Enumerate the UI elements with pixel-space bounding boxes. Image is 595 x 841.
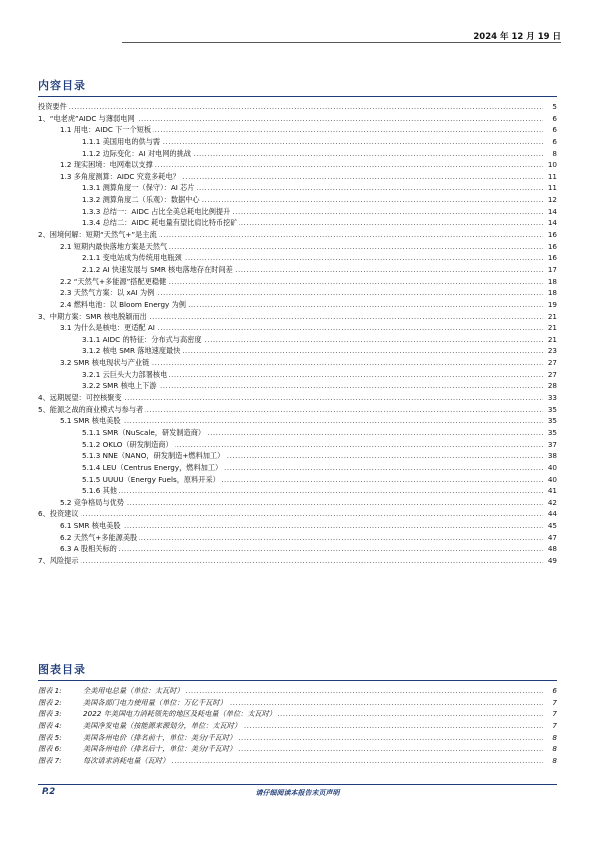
toc-entry-page: 5: [552, 102, 557, 111]
toc-entry-page: 28: [547, 381, 557, 391]
toc-entry[interactable]: [38, 299, 557, 311]
toc-entry-title: 3.1 为什么是核电：更适配 AI: [60, 323, 155, 333]
toc-entry[interactable]: [38, 206, 557, 218]
figure-entry-label: 图表 6:: [38, 744, 62, 754]
toc-entry-page: 6: [552, 136, 557, 146]
toc-entry-title: 5.1.2 OKLO（研发制造商）: [82, 439, 173, 449]
toc-entry-page: 41: [547, 486, 557, 496]
toc-entry[interactable]: [38, 427, 557, 439]
figure-entry[interactable]: [38, 697, 557, 709]
toc-entry-title: 1.3.2 测算角度二（乐观）：数据中心: [82, 195, 200, 205]
toc-entry-title: 1.3.3 总结一：AIDC 占比全美总耗电比例提升: [82, 206, 231, 216]
figure-entry-text: 美国各州电价（排名后十，单位：美分/千瓦时）: [83, 744, 237, 754]
toc-entry-title: 1.3 多角度测算：AIDC 究竟多耗电？: [60, 171, 180, 181]
figure-entry-label: 图表 5:: [38, 732, 62, 742]
toc-entry[interactable]: [38, 182, 557, 194]
toc-entry-title: 3.2.2 SMR 核电上下游: [82, 381, 157, 391]
toc-entry-page: 45: [547, 521, 557, 531]
toc-entry[interactable]: [38, 159, 557, 171]
toc-entry-title: 1、“电老虎”AIDC 与薄弱电网: [38, 113, 135, 123]
toc-entry-page: 11: [547, 183, 557, 193]
toc-entry[interactable]: [38, 148, 557, 160]
toc-entry-title: 5.1 SMR 核电美股: [60, 416, 121, 426]
toc-entry-title: 5.1.3 NNE（NANO，研发制造+燃料加工）: [82, 451, 225, 461]
toc-entry[interactable]: [38, 287, 557, 299]
toc-entry-page: 27: [547, 358, 557, 368]
figure-entry-page: 7: [552, 720, 557, 730]
toc-entry[interactable]: [38, 532, 557, 544]
toc-entry-page: 18: [547, 276, 557, 286]
toc-entry-page: 40: [547, 474, 557, 484]
toc-entry-page: 6: [552, 113, 557, 123]
toc-entry-title: 3.2 SMR 核电现状与产业链: [60, 358, 150, 368]
toc-entry[interactable]: [38, 392, 557, 404]
toc-entry-title: 5.1.5 UUUU（Energy Fuels，原料开采）: [82, 474, 220, 484]
figure-entry[interactable]: [38, 755, 557, 767]
toc-entry[interactable]: [38, 462, 557, 474]
toc-entry-page: 37: [547, 439, 557, 449]
toc-entry-page: 6: [552, 125, 557, 135]
toc-entry[interactable]: [38, 322, 557, 334]
toc-entry[interactable]: [38, 555, 557, 567]
toc-entry[interactable]: [38, 101, 557, 113]
toc-entry-page: 12: [547, 195, 557, 205]
report-date: 2024 年 12 月 19 日: [473, 32, 561, 42]
toc-entry-page: 16: [547, 253, 557, 263]
figure-entry-title: [38, 756, 171, 765]
toc-entry-page: 44: [547, 509, 557, 519]
figure-entry-text: 美国各州电价（排名前十，单位：美分/千瓦时）: [83, 732, 237, 742]
footer-divider: [38, 784, 557, 785]
toc-entry-page: 35: [547, 427, 557, 437]
figure-entry-label: 图表 2:: [38, 697, 62, 707]
toc-entry-title: 1.3.4 总结二：AIDC 耗电量有望比肩比特币挖矿: [82, 218, 238, 228]
toc-entry-title: 2.3 天然气方案：以 xAI 为例: [60, 288, 155, 298]
figure-entry-label: 图表 4:: [38, 720, 62, 730]
toc-entry-title: 1.1.2 边际变化：AI 对电网的挑战: [82, 148, 191, 158]
toc-entry[interactable]: [38, 311, 557, 323]
toc-entry[interactable]: [38, 508, 557, 520]
toc-entry[interactable]: [38, 485, 557, 497]
toc-entry-title: 5、能源之战的商业模式与参与者: [38, 404, 144, 414]
toc-entry-title: 投资要件: [38, 102, 67, 111]
toc-entry[interactable]: [38, 520, 557, 532]
figure-entry-page: 7: [552, 709, 557, 719]
toc-entry[interactable]: [38, 113, 557, 125]
toc-entry-title: 2.1 短期内最快落地方案是天然气: [60, 241, 168, 251]
toc-entry-page: 11: [547, 171, 557, 181]
toc-entry-page: 23: [547, 346, 557, 356]
toc-entry[interactable]: [38, 357, 557, 369]
toc-entry-page: 14: [547, 218, 557, 228]
toc-entry-title: 6.3 A 股相关标的: [60, 544, 117, 554]
toc-entry-page: 21: [547, 323, 557, 333]
toc-entry-title: 6.1 SMR 核电美股: [60, 521, 121, 531]
figure-entry-text: 2022 年美国电力消耗领先的地区及耗电量（单位：太瓦时）: [83, 709, 277, 719]
dot-leader: [38, 508, 543, 520]
toc-entry-title: 5.1.4 LEU（Centrus Energy，燃料加工）: [82, 462, 223, 472]
figure-entry-title: [38, 721, 243, 730]
toc-entry-title: 2.1.2 AI 快速发展与 SMR 核电落地存在时间差: [82, 264, 233, 274]
toc-entry[interactable]: [38, 404, 557, 416]
toc-entry[interactable]: [38, 415, 557, 427]
toc-entry-title: 4、远期展望：可控核聚变: [38, 393, 122, 403]
toc-entry-page: 40: [547, 462, 557, 472]
figure-entry[interactable]: [38, 685, 557, 697]
dot-leader: [82, 485, 543, 497]
toc-entry-title: 1.2 现实困境：电网难以支撑: [60, 160, 153, 170]
toc-entry-page: 19: [547, 299, 557, 309]
toc-entry-title: 2.1.1 变电站成为传统用电瓶颈: [82, 253, 182, 263]
toc-entry-title: 3.1.2 核电 SMR 落地速度最快: [82, 346, 181, 356]
dot-leader: [60, 497, 543, 509]
toc-entry[interactable]: [38, 171, 557, 183]
figure-entry-page: 7: [552, 697, 557, 707]
toc-entry-page: 18: [547, 288, 557, 298]
toc-title-divider: [38, 96, 557, 97]
figure-entry-page: 8: [552, 744, 557, 754]
figure-entry[interactable]: [38, 732, 557, 744]
figures-list: [38, 685, 557, 766]
figure-entry-title: [38, 686, 186, 695]
toc-entry-title: 1.3.1 测算角度一（保守）：AI 芯片: [82, 183, 195, 193]
figures-title: 图表目录: [38, 663, 86, 676]
toc-entry-page: 10: [547, 160, 557, 170]
toc-entry-title: 6、投资建议: [38, 509, 79, 519]
toc-entry-page: 35: [547, 404, 557, 414]
toc-entry-title: 6.2 天然气+多能源美股: [60, 532, 138, 542]
figure-entry-page: 6: [552, 686, 557, 695]
toc-entry[interactable]: [38, 450, 557, 462]
toc-entry[interactable]: [38, 345, 557, 357]
header-divider: [122, 42, 561, 43]
toc-entry-page: 35: [547, 416, 557, 426]
toc-entry[interactable]: [38, 439, 557, 451]
toc-entry-page: 16: [547, 230, 557, 240]
toc-title: 内容目录: [38, 79, 86, 92]
toc-entry[interactable]: [38, 229, 557, 241]
toc-entry-title: 3.2.1 云巨头大力部署核电: [82, 369, 168, 379]
toc-entry[interactable]: [38, 194, 557, 206]
toc-entry-page: 49: [547, 555, 557, 565]
dot-leader: [60, 415, 543, 427]
toc-entry-page: 21: [547, 311, 557, 321]
toc-entry[interactable]: [38, 497, 557, 509]
toc-entry[interactable]: [38, 474, 557, 486]
figure-entry-text: 每次请求消耗电量（瓦时）: [83, 755, 170, 765]
toc-entry-title: 2.4 燃料电池：以 Bloom Energy 为例: [60, 299, 186, 309]
figure-entry-title: [38, 733, 238, 742]
toc-entry-page: 21: [547, 334, 557, 344]
toc-entry-page: 17: [547, 264, 557, 274]
toc-entry-page: 42: [547, 497, 557, 507]
figure-entry-title: [38, 709, 278, 718]
toc-entry-title: 5.2 竞争格局与优势: [60, 497, 125, 507]
toc-entry-title: 7、风险提示: [38, 555, 79, 565]
figure-entry[interactable]: [38, 720, 557, 732]
toc-entry-page: 8: [552, 148, 557, 158]
dot-leader: [60, 543, 543, 555]
figure-entry[interactable]: [38, 708, 557, 720]
toc-entry[interactable]: [38, 241, 557, 253]
toc-entry-page: 14: [547, 206, 557, 216]
page-number: P.2: [42, 787, 56, 797]
toc-entry-page: 27: [547, 369, 557, 379]
toc-entry[interactable]: [38, 264, 557, 276]
dot-leader: [60, 520, 543, 532]
toc-entry-page: 38: [547, 451, 557, 461]
toc-entry[interactable]: [38, 380, 557, 392]
toc-entry-page: 33: [547, 393, 557, 403]
figure-entry-label: 图表 1:: [38, 686, 62, 695]
toc-entry-page: 47: [547, 532, 557, 542]
dot-leader: [38, 101, 543, 113]
dot-leader: [38, 555, 543, 567]
figure-entry-label: 图表 3:: [38, 709, 62, 719]
toc-entry-title: 2.2 “天然气+多能源”搭配更稳健: [60, 276, 167, 286]
toc-entry-page: 48: [547, 544, 557, 554]
figure-entry-text: 全美用电总量（单位：太瓦时）: [83, 686, 184, 695]
toc-entry[interactable]: [38, 369, 557, 381]
toc-entry[interactable]: [38, 334, 557, 346]
toc-entry-title: 5.1.6 其他: [82, 486, 117, 496]
figure-entry-title: [38, 744, 238, 753]
disclaimer-note: 请仔细阅读本报告末页声明: [255, 789, 340, 797]
figures-title-divider: [38, 680, 557, 681]
toc-entry-page: 16: [547, 241, 557, 251]
toc-entry[interactable]: [38, 217, 557, 229]
figure-entry-title: [38, 698, 229, 707]
toc-entry-title: 5.1.1 SMR（NuScale，研发制造商）: [82, 427, 206, 437]
toc-list: [38, 101, 557, 567]
figure-entry-page: 8: [552, 732, 557, 742]
toc-entry[interactable]: [38, 136, 557, 148]
toc-entry-title: 2、困境何解：短期“天然气+”是主流: [38, 230, 157, 240]
toc-entry-title: 3、中期方案：SMR 核电脱颖而出: [38, 311, 147, 321]
toc-entry[interactable]: [38, 543, 557, 555]
toc-entry[interactable]: [38, 276, 557, 288]
toc-entry-title: 3.1.1 AIDC 的特征：分布式与高密度: [82, 334, 202, 344]
figure-entry-page: 8: [552, 755, 557, 765]
figure-entry-label: 图表 7:: [38, 755, 62, 765]
figure-entry-text: 美国各部门电力使用量（单位：万亿千瓦时）: [83, 697, 227, 707]
toc-entry[interactable]: [38, 124, 557, 136]
toc-entry-title: 1.1.1 美国用电的供与需: [82, 136, 161, 146]
figure-entry-text: 美国净发电量（按能源来源划分，单位：太瓦时）: [83, 720, 242, 730]
toc-entry-title: 1.1 用电：AIDC 下一个短板: [60, 125, 152, 135]
figure-entry[interactable]: [38, 743, 557, 755]
toc-entry[interactable]: [38, 252, 557, 264]
